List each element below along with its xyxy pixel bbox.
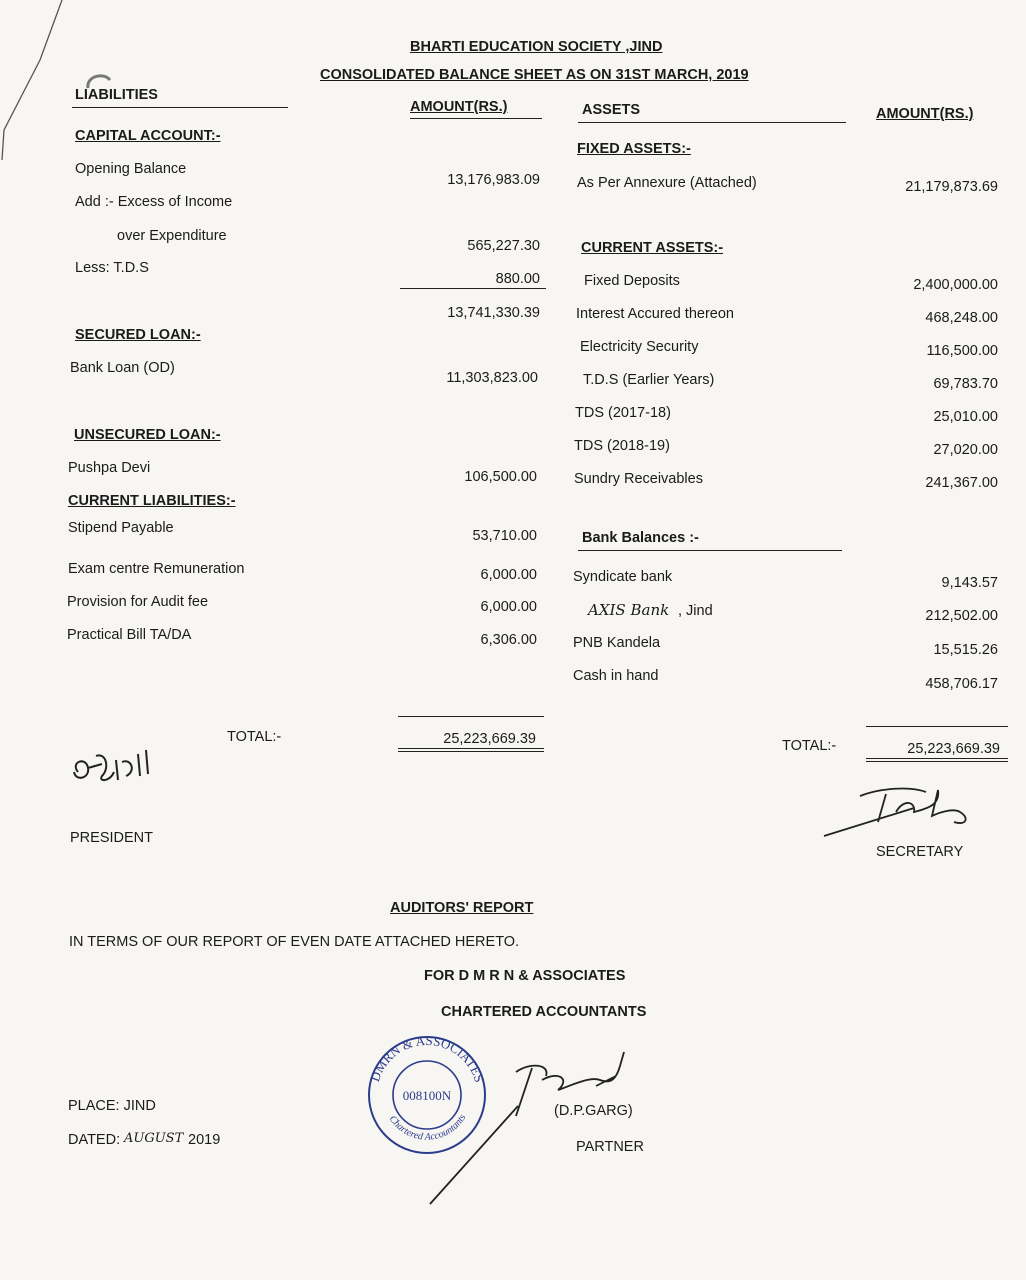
axis-bank-value: 212,502.00 bbox=[925, 608, 998, 624]
axis-bank-label: , Jind bbox=[678, 603, 713, 619]
sundry-receivables-label: Sundry Receivables bbox=[574, 471, 703, 487]
pushpa-devi-value: 106,500.00 bbox=[464, 469, 537, 485]
secretary-signature bbox=[820, 778, 980, 842]
bank-loan-value: 11,303,823.00 bbox=[446, 370, 538, 386]
secretary-label: SECRETARY bbox=[876, 844, 964, 860]
president-signature bbox=[66, 742, 166, 794]
cash-in-hand-value: 458,706.17 bbox=[925, 676, 998, 692]
amount-left-rule bbox=[410, 118, 542, 119]
liabilities-total-value: 25,223,669.39 bbox=[443, 731, 536, 747]
partner-name: (D.P.GARG) bbox=[554, 1103, 633, 1119]
annexure-label: As Per Annexure (Attached) bbox=[577, 175, 757, 191]
stipend-payable-value: 53,710.00 bbox=[472, 528, 537, 544]
syndicate-bank-value: 9,143.57 bbox=[941, 575, 998, 591]
axis-bank-handwritten: AXIS Bank bbox=[588, 601, 670, 619]
assets-total-label: TOTAL:- bbox=[782, 738, 837, 754]
fixed-deposits-label: Fixed Deposits bbox=[584, 273, 680, 289]
liabilities-total-rule-2 bbox=[398, 751, 544, 752]
tds-2017-18-value: 25,010.00 bbox=[933, 409, 998, 425]
auditor-firm-name: FOR D M R N & ASSOCIATES bbox=[424, 968, 626, 984]
assets-total-top-rule bbox=[866, 726, 1008, 727]
interest-accured-value: 468,248.00 bbox=[925, 310, 998, 326]
current-liabilities-heading: CURRENT LIABILITIES:- bbox=[68, 493, 236, 509]
society-title: BHARTI EDUCATION SOCIETY ,JIND bbox=[410, 39, 663, 55]
dated-label: DATED: bbox=[68, 1132, 121, 1148]
partner-signature bbox=[420, 1046, 650, 1206]
over-expenditure-label: over Expenditure bbox=[117, 228, 227, 244]
assets-total-rule-1 bbox=[866, 758, 1008, 759]
unsecured-loan-heading: UNSECURED LOAN:- bbox=[74, 427, 221, 443]
practical-bill-label: Practical Bill TA/DA bbox=[67, 627, 192, 643]
liabilities-total-label: TOTAL:- bbox=[227, 729, 282, 745]
seal-bottom-text: Chartered Accountants bbox=[386, 1112, 469, 1143]
audit-fee-label: Provision for Audit fee bbox=[67, 594, 209, 610]
capital-account-heading: CAPITAL ACCOUNT:- bbox=[75, 128, 221, 144]
auditors-statement: IN TERMS OF OUR REPORT OF EVEN DATE ATTACHED HERETO. bbox=[69, 934, 520, 950]
liabilities-header-rule bbox=[72, 107, 288, 108]
less-tds-value: 880.00 bbox=[495, 271, 540, 287]
assets-header-rule bbox=[578, 122, 846, 123]
dated-year: 2019 bbox=[188, 1132, 221, 1148]
pnb-kandela-value: 15,515.26 bbox=[933, 642, 998, 658]
add-excess-label: Add :- Excess of Income bbox=[75, 194, 233, 210]
fixed-deposits-value: 2,400,000.00 bbox=[913, 277, 998, 293]
audit-fee-value: 6,000.00 bbox=[480, 599, 537, 615]
cash-in-hand-label: Cash in hand bbox=[573, 668, 659, 684]
less-tds-label: Less: T.D.S bbox=[75, 260, 149, 276]
exam-remuneration-label: Exam centre Remuneration bbox=[68, 561, 245, 577]
capital-subtotal-rule bbox=[400, 288, 546, 289]
over-expenditure-value: 565,227.30 bbox=[467, 238, 540, 254]
stamp-mark-icon bbox=[84, 70, 114, 92]
pnb-kandela-label: PNB Kandela bbox=[573, 635, 661, 651]
stipend-payable-label: Stipend Payable bbox=[68, 520, 174, 536]
president-label: PRESIDENT bbox=[70, 830, 153, 846]
liabilities-column-header: LIABILITIES bbox=[75, 87, 158, 103]
page-fold-mark bbox=[0, 0, 70, 160]
annexure-value: 21,179,873.69 bbox=[905, 179, 998, 195]
assets-total-value: 25,223,669.39 bbox=[907, 741, 1000, 757]
liabilities-total-rule-1 bbox=[398, 748, 544, 749]
sheet-subtitle: CONSOLIDATED BALANCE SHEET AS ON 31ST MARCH, 2019 bbox=[320, 67, 749, 83]
dated-handwritten-month: AUGUST bbox=[124, 1131, 184, 1146]
auditors-report-heading: AUDITORS' REPORT bbox=[390, 900, 534, 916]
tds-2018-19-label: TDS (2018-19) bbox=[574, 438, 670, 454]
seal-top-text: DMRN & ASSOCIATES bbox=[367, 1032, 488, 1085]
tds-earlier-label: T.D.S (Earlier Years) bbox=[583, 372, 715, 388]
opening-balance-value: 13,176,983.09 bbox=[447, 172, 540, 188]
pushpa-devi-label: Pushpa Devi bbox=[68, 460, 151, 476]
exam-remuneration-value: 6,000.00 bbox=[480, 567, 537, 583]
bank-loan-label: Bank Loan (OD) bbox=[70, 360, 175, 376]
tds-2018-19-value: 27,020.00 bbox=[933, 442, 998, 458]
seal-number: 008100N bbox=[402, 1088, 452, 1103]
interest-accured-label: Interest Accured thereon bbox=[576, 306, 734, 322]
assets-column-header: ASSETS bbox=[582, 102, 641, 118]
liabilities-total-top-rule bbox=[398, 716, 544, 717]
sundry-receivables-value: 241,367.00 bbox=[925, 475, 998, 491]
fixed-assets-heading: FIXED ASSETS:- bbox=[577, 141, 691, 157]
bank-balances-rule bbox=[578, 550, 842, 551]
practical-bill-value: 6,306.00 bbox=[480, 632, 537, 648]
amount-right-header: AMOUNT(RS.) bbox=[876, 106, 974, 122]
electricity-security-label: Electricity Security bbox=[580, 339, 699, 355]
current-assets-heading: CURRENT ASSETS:- bbox=[581, 240, 724, 256]
assets-total-rule-2 bbox=[866, 761, 1008, 762]
amount-left-header: AMOUNT(RS.) bbox=[410, 99, 508, 115]
tds-earlier-value: 69,783.70 bbox=[933, 376, 998, 392]
electricity-security-value: 116,500.00 bbox=[926, 343, 998, 359]
opening-balance-label: Opening Balance bbox=[75, 161, 187, 177]
place-label: PLACE: JIND bbox=[68, 1098, 156, 1114]
partner-title: PARTNER bbox=[576, 1139, 644, 1155]
capital-total-value: 13,741,330.39 bbox=[447, 305, 540, 321]
tds-2017-18-label: TDS (2017-18) bbox=[575, 405, 671, 421]
bank-balances-heading: Bank Balances :- bbox=[582, 530, 699, 546]
syndicate-bank-label: Syndicate bank bbox=[573, 569, 673, 585]
auditor-profession: CHARTERED ACCOUNTANTS bbox=[441, 1004, 647, 1020]
secured-loan-heading: SECURED LOAN:- bbox=[75, 327, 201, 343]
